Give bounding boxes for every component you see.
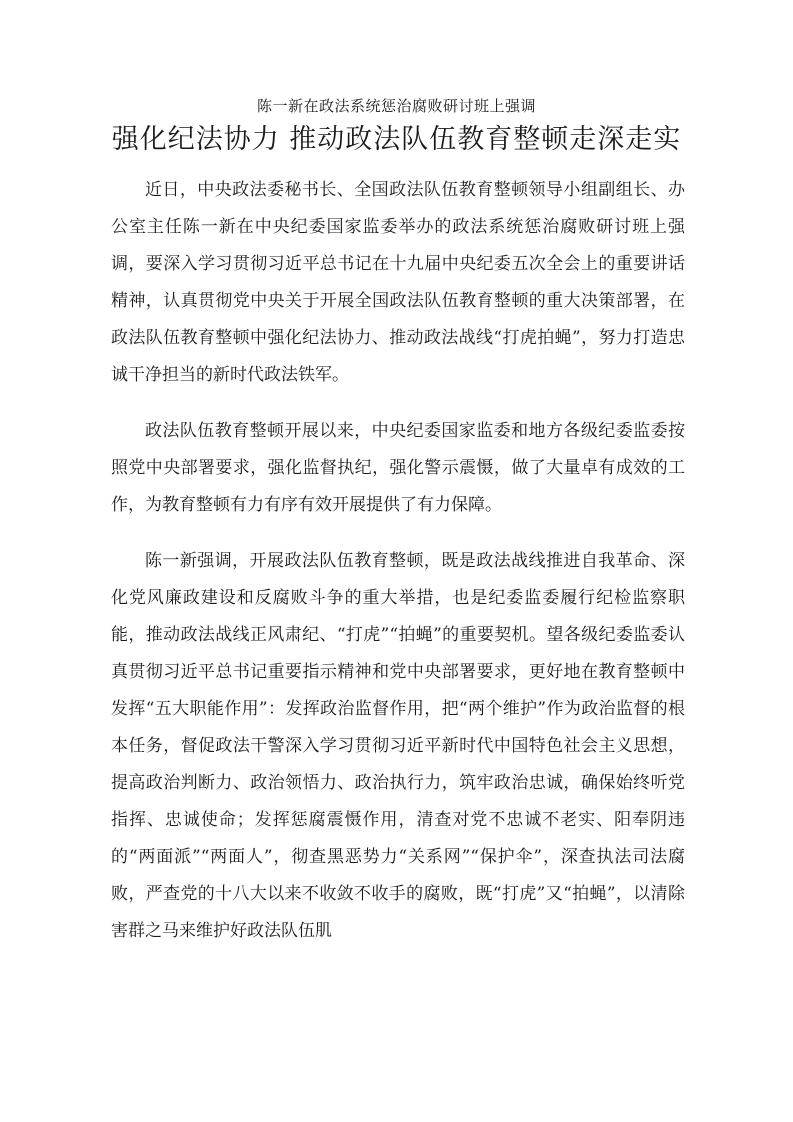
paragraph: 陈一新强调，开展政法队伍教育整顿，既是政法战线推进自我革命、深化党风廉政建设和反腐败斗争的重大举措，也是纪委监委履行纪检监察职能，推动政法战线正风肃纪、“打虎”“拍蝇”的重要契机。望各级纪委监委认真贯彻习近平总书记重要指示精神和党中央部署要求，更好地在教育整顿中发挥“五大职能作用”：发挥政治监督作用，把“两个维护”作为政治监督的根本任务，督促政法干警深入学习贯彻习近平新时代中国特色社会主义思想，提高政治判断力、政治领悟力、政治执行力，筑牢政治忠诚，确保始终听党指挥、忠诚使命；发挥惩腐震慑作用，清查对党不忠诚不老实、阳奉阴违的“两面派”“两面人”，彻查黑恶势力“关系网”“保护伞”，深查执法司法腐败，严查党的十八大以来不收敛不收手的腐败，既“打虎”又“拍蝇”，以清除害群之马来维护好政法队伍肌 [111, 551, 685, 941]
document-subtitle: 陈一新在政法系统惩治腐败研讨班上强调 [256, 97, 536, 115]
paragraph: 近日，中央政法委秘书长、全国政法队伍教育整顿领导小组副组长、办公室主任陈一新在中央纪委国家监委举办的政法系统惩治腐败研讨班上强调，要深入学习贯彻习近平总书记在十九届中央纪委五次全会上的重要讲话精神，认真贯彻党中央关于开展全国政法队伍教育整顿的重大决策部署，在政法队伍教育整顿中强化纪法协力、推动政法战线“打虎拍蝇”，努力打造忠诚干净担当的新时代政法铁军。 [111, 180, 685, 385]
document-title: 强化纪法协力 推动政法队伍教育整顿走深走实 [111, 124, 682, 155]
paragraph: 政法队伍教育整顿开展以来，中央纪委国家监委和地方各级纪委监委按照党中央部署要求，强化监督执纪，强化警示震慑，做了大量卓有成效的工作，为教育整顿有力有序有效开展提供了有力保障。 [111, 421, 685, 515]
document-body [111, 172, 685, 969]
